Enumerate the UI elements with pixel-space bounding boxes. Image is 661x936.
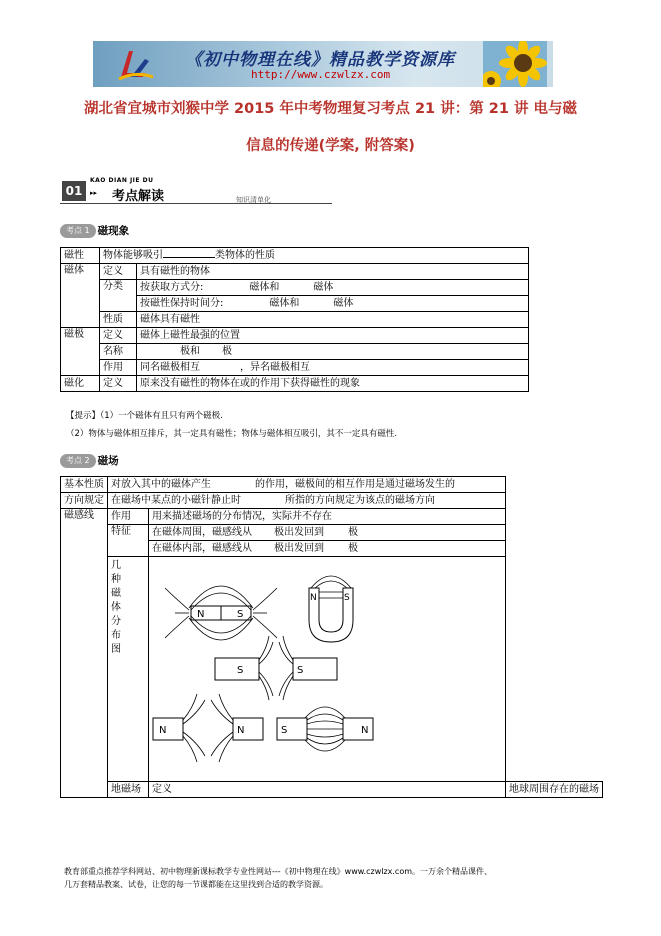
banner-url[interactable]: http://www.czwlzx.com	[251, 68, 391, 81]
table-row	[61, 360, 529, 376]
cell-text: 磁体和	[269, 297, 300, 309]
table-row	[61, 376, 529, 392]
table-cell: 磁体上磁性最强的位置	[137, 328, 529, 344]
cell-text: 磁体	[333, 297, 354, 309]
table-cell: 定义	[100, 264, 137, 280]
cell-text: 极出发回到	[274, 526, 324, 538]
table-cell: 用来描述磁场的分布情况，实际并不存在	[149, 509, 506, 525]
pole-label-s: S	[237, 609, 244, 620]
cell-text: 在磁体内部，磁感线从	[152, 542, 252, 554]
table-cell: 具有磁性的物体	[137, 264, 529, 280]
table-cell: 原来没有磁性的物体在或的作用下获得磁性的现象	[137, 376, 529, 392]
table-row	[61, 328, 529, 344]
cell-text: 的作用，磁极间的相互作用是通过磁场发生的	[255, 478, 455, 490]
page-footer	[64, 865, 604, 891]
table-cell: 地球周围存在的磁场	[506, 782, 603, 798]
like-poles-n-diagram	[153, 694, 263, 762]
tip-line-2: （2）物体与磁体相互排斥，其一定具有磁性；物体与磁体相互吸引，其不一定具有磁性.	[66, 429, 398, 439]
kp2-title: 磁场	[97, 455, 119, 467]
section-note: 知识清单化	[236, 196, 271, 204]
table-cell	[137, 296, 529, 312]
table-cell: 定义	[149, 782, 506, 798]
table-cell: 磁化	[61, 376, 100, 392]
cell-text: 极	[348, 542, 358, 554]
table-row	[61, 280, 529, 296]
table-cell	[137, 280, 529, 296]
cell-text: 类物体的性质	[215, 249, 275, 261]
footer-line-1: 教育部重点推荐学科网站、初中物理新课标教学专业性网站---《初中物理在线》www.czwlzx.com。一万余个精品课件、	[64, 867, 493, 876]
table-row	[61, 525, 603, 541]
table-cell: 定义	[100, 328, 137, 344]
table-cell: 磁体具有磁性	[137, 312, 529, 328]
pole-label-n: N	[159, 725, 167, 736]
table-cell: 磁感线	[61, 509, 108, 798]
table-cell: 地磁场	[108, 782, 149, 798]
cell-text: 在磁体周围，磁感线从	[152, 526, 252, 538]
cell-text: 极	[222, 345, 232, 357]
cell-text: 所指的方向规定为该点的磁场方向	[285, 494, 435, 506]
table-cell: 方向规定	[61, 493, 108, 509]
cell-text: 对放入其中的磁体产生	[111, 478, 211, 490]
table-cell: 特征	[108, 525, 149, 557]
table-cell	[100, 248, 529, 264]
table-row	[61, 344, 529, 360]
kp2-badge: 考点 2	[60, 454, 96, 468]
table-cell: 磁极	[61, 328, 100, 376]
bar-magnet-field-diagram	[165, 586, 277, 640]
cell-text: 按磁性保持时间分:	[140, 297, 224, 309]
table-cell: 性质	[100, 312, 137, 328]
cell-text: 磁体	[313, 281, 334, 293]
footer-line-2: 几万套精品教案、试卷，让您的每一节课都能在这里找到合适的教学资源。	[64, 880, 328, 889]
magnetic-field-table	[60, 476, 603, 798]
diagram-cell	[149, 557, 506, 782]
table-cell	[149, 525, 506, 541]
pole-label-n: N	[197, 609, 205, 620]
table-cell: 分类	[100, 280, 137, 312]
like-poles-s-diagram	[215, 636, 337, 700]
diagram-row-label: 几 种 磁 体 分 布 图	[111, 560, 130, 655]
unlike-poles-diagram	[277, 707, 373, 751]
table-cell: 磁性	[61, 248, 100, 264]
kp1-badge: 考点 1	[60, 224, 96, 238]
cell-text: 物体能够吸引	[103, 249, 163, 261]
table-cell: 名称	[100, 344, 137, 360]
document-title-line1: 湖北省宜城市刘猴中学 2015 年中考物理复习考点 21 讲：第 21 讲 电与磁	[83, 101, 578, 117]
table-row	[61, 782, 603, 798]
knowledge-point-1-heading	[60, 220, 129, 238]
section-pinyin: KAO DIAN JIE DU	[90, 177, 154, 184]
tip-line-1: 【提示】（1）一个磁体有且只有两个磁极.	[66, 411, 223, 421]
document-title-line2: 信息的传递(学案, 附答案)	[246, 138, 415, 154]
pole-label-s: S	[297, 665, 304, 676]
table-row	[61, 509, 603, 525]
section-divider	[60, 203, 332, 204]
section-title: 考点解读	[112, 189, 165, 204]
table-cell	[108, 477, 506, 493]
banner-title: 《初中物理在线》精品教学资源库	[185, 50, 455, 70]
cell-text: 极出发回到	[274, 542, 324, 554]
pole-label-n: N	[310, 593, 317, 603]
double-arrow-icon: ▸▸	[90, 189, 98, 197]
site-logo-icon	[115, 47, 155, 83]
section-header	[60, 176, 332, 206]
knowledge-point-2-heading	[60, 450, 119, 468]
table-cell	[137, 344, 529, 360]
section-number: 01	[62, 181, 86, 201]
table-cell: 磁体	[61, 264, 100, 328]
header-banner	[93, 41, 553, 87]
cell-text: 极	[348, 526, 358, 538]
table-cell	[108, 493, 506, 509]
answer-blank	[163, 257, 215, 258]
pole-label-s: S	[237, 665, 244, 676]
pole-label-s: S	[281, 725, 288, 736]
cell-text: 在磁场中某点的小磁针静止时	[111, 494, 241, 506]
table-cell: 作用	[108, 509, 149, 525]
table-cell: 定义	[100, 376, 137, 392]
table-cell: 基本性质	[61, 477, 108, 493]
table-row	[61, 264, 529, 280]
table-row	[61, 493, 603, 509]
table-row	[61, 312, 529, 328]
table-cell	[137, 360, 529, 376]
cell-text: ，异名磁极相互	[240, 361, 310, 373]
table-row	[61, 477, 603, 493]
table-cell	[149, 541, 506, 557]
cell-text: 极和	[180, 345, 200, 357]
magnetic-field-diagrams	[149, 558, 505, 780]
kp1-title: 磁现象	[97, 225, 130, 237]
table-cell	[108, 557, 149, 782]
pole-label-s: S	[344, 593, 350, 603]
table-cell: 作用	[100, 360, 137, 376]
cell-text: 按获取方式分:	[140, 281, 204, 293]
cell-text: 磁体和	[249, 281, 280, 293]
cell-text: 同名磁极相互	[140, 361, 200, 373]
pole-label-n: N	[237, 725, 245, 736]
u-magnet-field-diagram	[309, 576, 353, 642]
pole-label-n: N	[361, 725, 369, 736]
table-row	[61, 248, 529, 264]
magnetism-table	[60, 247, 529, 392]
table-row	[61, 557, 603, 782]
sunflower-icon	[483, 41, 547, 87]
